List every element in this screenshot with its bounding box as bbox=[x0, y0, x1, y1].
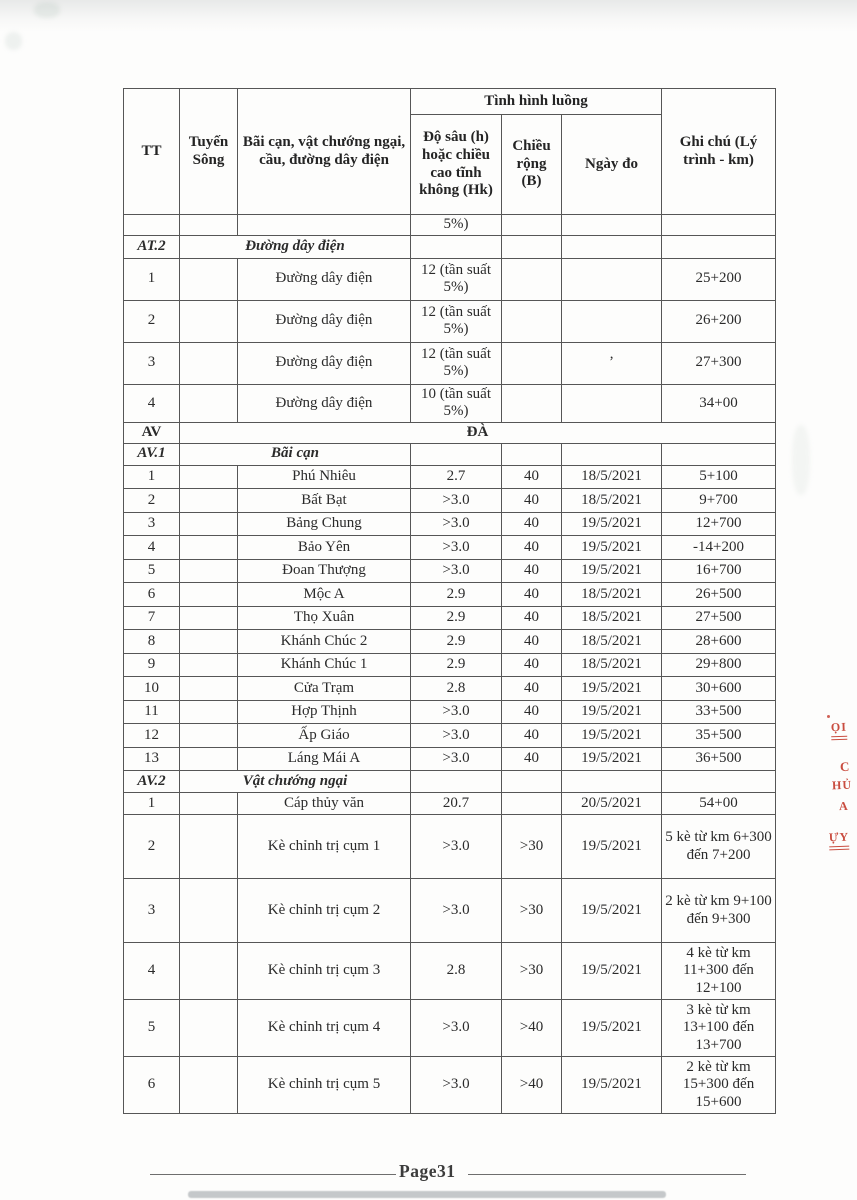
cell-depth: >3.0 bbox=[411, 1000, 502, 1057]
cell-note: 35+500 bbox=[662, 724, 776, 748]
cell-note: 34+00 bbox=[662, 384, 776, 422]
cell-width: 40 bbox=[502, 606, 562, 630]
cell-width: 40 bbox=[502, 559, 562, 583]
cell-song bbox=[180, 630, 238, 654]
cell-name: Kè chỉnh trị cụm 2 bbox=[238, 879, 411, 943]
cell-width bbox=[502, 384, 562, 422]
table-row bbox=[124, 815, 776, 879]
cell-name: Kè chỉnh trị cụm 1 bbox=[238, 815, 411, 879]
table-row bbox=[124, 630, 776, 654]
table-row bbox=[124, 489, 776, 513]
cell-depth: >3.0 bbox=[411, 512, 502, 536]
table-row bbox=[124, 559, 776, 583]
cell-tt: 4 bbox=[124, 536, 180, 560]
cell-song bbox=[180, 215, 238, 236]
cell-name: Kè chỉnh trị cụm 4 bbox=[238, 1000, 411, 1057]
carryover-row bbox=[124, 215, 776, 236]
table-row bbox=[124, 677, 776, 701]
cell-note: 16+700 bbox=[662, 559, 776, 583]
cell-name: Bất Bạt bbox=[238, 489, 411, 513]
table-row bbox=[124, 1000, 776, 1057]
cell-date: 19/5/2021 bbox=[562, 879, 662, 943]
section-row bbox=[124, 443, 776, 465]
cell-name: Bảng Chung bbox=[238, 512, 411, 536]
stamp-text-fragment: ỰY bbox=[829, 830, 850, 851]
cell-date bbox=[562, 258, 662, 300]
table-row bbox=[124, 879, 776, 943]
cell-note: 25+200 bbox=[662, 258, 776, 300]
cell-name: Cửa Trạm bbox=[238, 677, 411, 701]
cell-name: Bảo Yên bbox=[238, 536, 411, 560]
cell-section-label: Vật chướng ngại bbox=[180, 771, 411, 793]
cell-width: 40 bbox=[502, 583, 562, 607]
col-header-tt: TT bbox=[124, 89, 180, 215]
cell-date bbox=[562, 215, 662, 236]
cell-note bbox=[662, 235, 776, 258]
cell-song bbox=[180, 1057, 238, 1114]
col-header-tuyen-song: Tuyến Sông bbox=[180, 89, 238, 215]
cell-date: 19/5/2021 bbox=[562, 724, 662, 748]
cell-song bbox=[180, 258, 238, 300]
cell-song bbox=[180, 653, 238, 677]
cell-tt: 6 bbox=[124, 1057, 180, 1114]
cell-tt: 13 bbox=[124, 747, 180, 771]
cell-song bbox=[180, 384, 238, 422]
col-header-width: Chiều rộng (B) bbox=[502, 115, 562, 215]
table-body bbox=[124, 215, 776, 1114]
cell-song bbox=[180, 512, 238, 536]
page-number: Page31 bbox=[399, 1161, 456, 1181]
cell-note: 3 kè từ km 13+100 đến 13+700 bbox=[662, 1000, 776, 1057]
cell-depth: >3.0 bbox=[411, 1057, 502, 1114]
cell-note: 33+500 bbox=[662, 700, 776, 724]
cell-width: 40 bbox=[502, 512, 562, 536]
cell-tt: 9 bbox=[124, 653, 180, 677]
section-row bbox=[124, 771, 776, 793]
col-header-channel-condition: Tình hình luồng bbox=[411, 89, 662, 115]
cell-song bbox=[180, 300, 238, 342]
table-row bbox=[124, 700, 776, 724]
cell-tt: 3 bbox=[124, 342, 180, 384]
table-row bbox=[124, 1057, 776, 1114]
cell-note: 27+500 bbox=[662, 606, 776, 630]
cell-width: >30 bbox=[502, 879, 562, 943]
cell-section-no: AT.2 bbox=[124, 235, 180, 258]
cell-song bbox=[180, 724, 238, 748]
cell-width: 40 bbox=[502, 630, 562, 654]
cell-depth: 12 (tần suất 5%) bbox=[411, 258, 502, 300]
cell-depth bbox=[411, 771, 502, 793]
cell-note: 28+600 bbox=[662, 630, 776, 654]
cell-depth: 2.9 bbox=[411, 653, 502, 677]
cell-section-label: Đường dây điện bbox=[180, 235, 411, 258]
cell-note: -14+200 bbox=[662, 536, 776, 560]
stamp-dot bbox=[827, 715, 830, 718]
cell-width bbox=[502, 793, 562, 815]
cell-note: 2 kè từ km 9+100 đến 9+300 bbox=[662, 879, 776, 943]
cell-depth: >3.0 bbox=[411, 879, 502, 943]
table-row bbox=[124, 583, 776, 607]
cell-tt: 2 bbox=[124, 489, 180, 513]
cell-note bbox=[662, 443, 776, 465]
cell-name: Láng Mái A bbox=[238, 747, 411, 771]
cell-name: Hợp Thịnh bbox=[238, 700, 411, 724]
cell-date: 20/5/2021 bbox=[562, 793, 662, 815]
table-row bbox=[124, 258, 776, 300]
col-header-obstacle: Bãi cạn, vật chướng ngại, cầu, đường dây điện bbox=[238, 89, 411, 215]
cell-note: 54+00 bbox=[662, 793, 776, 815]
cell-name: Phú Nhiêu bbox=[238, 465, 411, 489]
cell-song bbox=[180, 583, 238, 607]
cell-tt: 1 bbox=[124, 793, 180, 815]
table-header bbox=[124, 89, 776, 215]
cell-note: 26+500 bbox=[662, 583, 776, 607]
cell-tt bbox=[124, 215, 180, 236]
cell-section-no: AV bbox=[124, 423, 180, 444]
cell-width: 40 bbox=[502, 700, 562, 724]
stamp-text-fragment: A bbox=[838, 798, 849, 814]
cell-name: Ấp Giáo bbox=[238, 724, 411, 748]
cell-depth: 2.9 bbox=[411, 583, 502, 607]
cell-note: 30+600 bbox=[662, 677, 776, 701]
cell-width bbox=[502, 771, 562, 793]
table-row bbox=[124, 342, 776, 384]
cell-tt: 1 bbox=[124, 465, 180, 489]
cell-date: 19/5/2021 bbox=[562, 512, 662, 536]
footer-rule-left bbox=[150, 1174, 396, 1175]
cell-name: Kè chỉnh trị cụm 3 bbox=[238, 943, 411, 1000]
cell-section-label: ĐÀ bbox=[180, 423, 776, 444]
cell-note: 29+800 bbox=[662, 653, 776, 677]
cell-width: >40 bbox=[502, 1057, 562, 1114]
cell-name: Khánh Chúc 2 bbox=[238, 630, 411, 654]
cell-date: 19/5/2021 bbox=[562, 559, 662, 583]
cell-note bbox=[662, 771, 776, 793]
cell-depth: >3.0 bbox=[411, 747, 502, 771]
scan-smudge bbox=[5, 32, 22, 50]
cell-tt: 10 bbox=[124, 677, 180, 701]
cell-date: 19/5/2021 bbox=[562, 677, 662, 701]
cell-tt: 3 bbox=[124, 512, 180, 536]
cell-width bbox=[502, 443, 562, 465]
cell-note: 9+700 bbox=[662, 489, 776, 513]
cell-name: Đường dây điện bbox=[238, 342, 411, 384]
cell-note: 26+200 bbox=[662, 300, 776, 342]
table-row bbox=[124, 384, 776, 422]
cell-depth: >3.0 bbox=[411, 489, 502, 513]
table-row bbox=[124, 793, 776, 815]
cell-note bbox=[662, 215, 776, 236]
cell-date: 18/5/2021 bbox=[562, 465, 662, 489]
cell-depth: 12 (tần suất 5%) bbox=[411, 300, 502, 342]
cell-tt: 8 bbox=[124, 630, 180, 654]
cell-depth: 2.9 bbox=[411, 630, 502, 654]
cell-width: >30 bbox=[502, 815, 562, 879]
cell-song bbox=[180, 465, 238, 489]
stamp-text-fragment: HỦ bbox=[831, 777, 853, 793]
cell-tt: 11 bbox=[124, 700, 180, 724]
cell-tt: 2 bbox=[124, 815, 180, 879]
cell-date: 18/5/2021 bbox=[562, 630, 662, 654]
cell-name: Đường dây điện bbox=[238, 258, 411, 300]
cell-depth bbox=[411, 235, 502, 258]
cell-depth: 2.8 bbox=[411, 677, 502, 701]
cell-date bbox=[562, 384, 662, 422]
cell-note: 5 kè từ km 6+300 đến 7+200 bbox=[662, 815, 776, 879]
cell-width bbox=[502, 258, 562, 300]
scan-shadow-bottom bbox=[188, 1191, 666, 1198]
cell-name: Mộc A bbox=[238, 583, 411, 607]
cell-date: 19/5/2021 bbox=[562, 1000, 662, 1057]
cell-tt: 3 bbox=[124, 879, 180, 943]
cell-song bbox=[180, 1000, 238, 1057]
cell-song bbox=[180, 943, 238, 1000]
cell-width: 40 bbox=[502, 677, 562, 701]
cell-name: Khánh Chúc 1 bbox=[238, 653, 411, 677]
cell-name: Cáp thủy văn bbox=[238, 793, 411, 815]
col-header-depth: Độ sâu (h) hoặc chiều cao tĩnh không (Hk) bbox=[411, 115, 502, 215]
survey-table bbox=[123, 88, 776, 1114]
table-row bbox=[124, 606, 776, 630]
cell-note: 2 kè từ km 15+300 đến 15+600 bbox=[662, 1057, 776, 1114]
cell-depth: 2.8 bbox=[411, 943, 502, 1000]
cell-date: 19/5/2021 bbox=[562, 747, 662, 771]
cell-depth: 20.7 bbox=[411, 793, 502, 815]
cell-note: 12+700 bbox=[662, 512, 776, 536]
cell-song bbox=[180, 879, 238, 943]
cell-song bbox=[180, 747, 238, 771]
section-row bbox=[124, 235, 776, 258]
cell-tt: 4 bbox=[124, 384, 180, 422]
section-row bbox=[124, 423, 776, 444]
cell-width: 40 bbox=[502, 489, 562, 513]
cell-width: 40 bbox=[502, 465, 562, 489]
cell-width bbox=[502, 342, 562, 384]
table-row bbox=[124, 747, 776, 771]
cell-song bbox=[180, 342, 238, 384]
cell-date: 19/5/2021 bbox=[562, 943, 662, 1000]
cell-width: >40 bbox=[502, 1000, 562, 1057]
footer-rule-right bbox=[468, 1174, 746, 1175]
stamp-text-fragment: ỌI bbox=[831, 720, 848, 741]
cell-date: 19/5/2021 bbox=[562, 536, 662, 560]
cell-name: Đường dây điện bbox=[238, 384, 411, 422]
cell-width: 40 bbox=[502, 536, 562, 560]
cell-depth: 10 (tần suất 5%) bbox=[411, 384, 502, 422]
cell-date: ’ bbox=[562, 342, 662, 384]
table-row bbox=[124, 465, 776, 489]
cell-section-no: AV.2 bbox=[124, 771, 180, 793]
cell-section-label: Bãi cạn bbox=[180, 443, 411, 465]
cell-note: 36+500 bbox=[662, 747, 776, 771]
cell-width: >30 bbox=[502, 943, 562, 1000]
cell-song bbox=[180, 606, 238, 630]
cell-date bbox=[562, 771, 662, 793]
table-row bbox=[124, 512, 776, 536]
cell-tt: 6 bbox=[124, 583, 180, 607]
cell-name: Thọ Xuân bbox=[238, 606, 411, 630]
cell-width: 40 bbox=[502, 724, 562, 748]
cell-depth: 5%) bbox=[411, 215, 502, 236]
cell-width bbox=[502, 215, 562, 236]
table-row bbox=[124, 724, 776, 748]
table-header-group-row bbox=[124, 89, 776, 115]
cell-depth: >3.0 bbox=[411, 559, 502, 583]
cell-date: 18/5/2021 bbox=[562, 653, 662, 677]
cell-depth: >3.0 bbox=[411, 536, 502, 560]
cell-depth: >3.0 bbox=[411, 700, 502, 724]
cell-depth: 2.7 bbox=[411, 465, 502, 489]
stamp-text-fragment: C bbox=[839, 758, 851, 775]
table-row bbox=[124, 653, 776, 677]
table-row bbox=[124, 300, 776, 342]
cell-song bbox=[180, 700, 238, 724]
cell-width: 40 bbox=[502, 747, 562, 771]
cell-date: 19/5/2021 bbox=[562, 700, 662, 724]
cell-name bbox=[238, 215, 411, 236]
cell-tt: 5 bbox=[124, 559, 180, 583]
cell-name: Đoan Thượng bbox=[238, 559, 411, 583]
cell-song bbox=[180, 559, 238, 583]
cell-width: 40 bbox=[502, 653, 562, 677]
table-row bbox=[124, 536, 776, 560]
cell-depth: >3.0 bbox=[411, 724, 502, 748]
cell-tt: 5 bbox=[124, 1000, 180, 1057]
cell-note: 27+300 bbox=[662, 342, 776, 384]
cell-date: 18/5/2021 bbox=[562, 583, 662, 607]
cell-date bbox=[562, 235, 662, 258]
cell-tt: 7 bbox=[124, 606, 180, 630]
cell-note: 5+100 bbox=[662, 465, 776, 489]
cell-song bbox=[180, 793, 238, 815]
cell-width bbox=[502, 300, 562, 342]
cell-date: 18/5/2021 bbox=[562, 489, 662, 513]
cell-tt: 1 bbox=[124, 258, 180, 300]
col-header-note: Ghi chú (Lý trình - km) bbox=[662, 89, 776, 215]
cell-name: Đường dây điện bbox=[238, 300, 411, 342]
cell-depth bbox=[411, 443, 502, 465]
cell-depth: 12 (tần suất 5%) bbox=[411, 342, 502, 384]
scan-shadow-top bbox=[0, 0, 857, 34]
cell-song bbox=[180, 536, 238, 560]
col-header-date: Ngày đo bbox=[562, 115, 662, 215]
cell-width bbox=[502, 235, 562, 258]
cell-song bbox=[180, 489, 238, 513]
cell-depth: 2.9 bbox=[411, 606, 502, 630]
cell-depth: >3.0 bbox=[411, 815, 502, 879]
cell-date bbox=[562, 300, 662, 342]
cell-tt: 12 bbox=[124, 724, 180, 748]
cell-section-no: AV.1 bbox=[124, 443, 180, 465]
cell-song bbox=[180, 815, 238, 879]
cell-date: 19/5/2021 bbox=[562, 815, 662, 879]
scan-smudge bbox=[34, 2, 60, 18]
cell-date: 18/5/2021 bbox=[562, 606, 662, 630]
scan-smudge bbox=[792, 425, 810, 495]
cell-tt: 4 bbox=[124, 943, 180, 1000]
cell-song bbox=[180, 677, 238, 701]
cell-date: 19/5/2021 bbox=[562, 1057, 662, 1114]
table-row bbox=[124, 943, 776, 1000]
cell-date bbox=[562, 443, 662, 465]
cell-name: Kè chỉnh trị cụm 5 bbox=[238, 1057, 411, 1114]
cell-note: 4 kè từ km 11+300 đến 12+100 bbox=[662, 943, 776, 1000]
cell-tt: 2 bbox=[124, 300, 180, 342]
